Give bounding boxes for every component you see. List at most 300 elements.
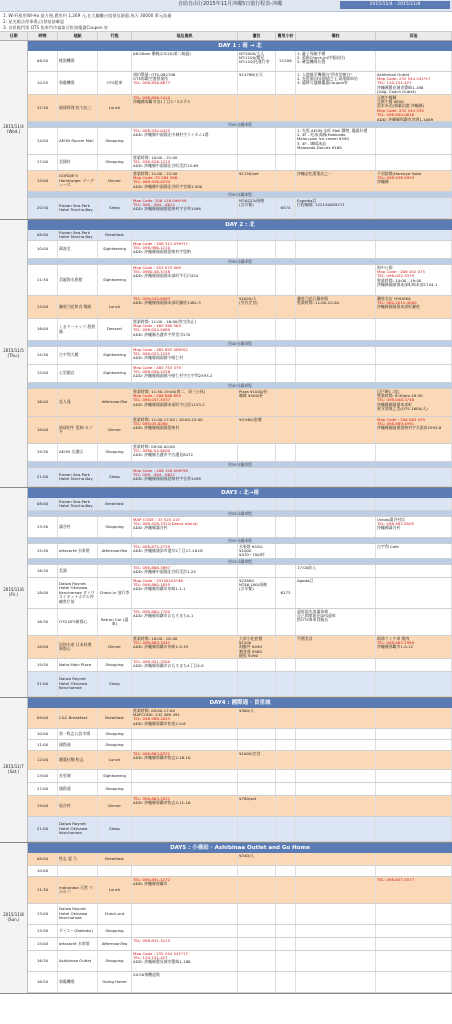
price-cell: [238, 128, 276, 154]
subtotal-cell: [276, 230, 296, 240]
subtotal-cell: [276, 853, 296, 865]
activity-cell: Sightseeing: [98, 241, 132, 258]
note-line: 2. 星光飯店停車場,出發前請確認: [3, 19, 65, 24]
place-cell: 首里城: [58, 770, 98, 782]
column-header: 行程: [98, 32, 132, 40]
price-cell: [238, 609, 276, 635]
activity-cell: Dinner: [98, 171, 132, 191]
note-cell: 1. 入境後至機場內"所有的窗口" 2. 先搭乘OTS接駁巴士,需排隊車站 3. 臨時可選購優惠Coupon券: [296, 72, 376, 94]
address-cell: TEL: 098-831-3215: [132, 938, 238, 950]
note-cell: 瀬底乃花石鍋拌飯 營業時間: 11:00-22:00: [296, 296, 376, 318]
note-cell: [296, 444, 376, 461]
note-cell: [296, 925, 376, 937]
note-line: 1. Wi-Fi租用Wi-Ho 最方便,費用約 1,269 元,在大廳櫃台租借及歸還,每天 30000 單元流量: [3, 13, 172, 18]
day-title: DAY 1 : 南 → 北: [28, 41, 452, 51]
table-row: [28, 565, 452, 578]
table-row: [28, 796, 452, 817]
address-cell: 營業時間: 10:00 - 21:00 TEL: 098-926-1219 ADD: 沖繩縣中頭郡北谷町美浜15-69: [132, 155, 238, 170]
place-cell: Daiwa Roynet Hotel Okinawa Kenchomae ダイワロイネットホテル沖縄県庁前: [58, 578, 98, 608]
time-cell: 15:00: [28, 938, 58, 950]
subtotal-cell: [276, 128, 296, 154]
price-cell: [238, 925, 276, 937]
price-cell: [238, 230, 276, 240]
price-cell: 大眾小吃套餐 ¥1200 海膽丼 ¥490 刺身盛 ¥560 燒魚 ¥490: [238, 636, 276, 658]
address-cell: [132, 783, 238, 795]
activity-cell: Sleep: [98, 817, 132, 841]
extra-cell: 豆腐午餐麵 豆腐午餐 ¥850 黑木米泊(那霸泊港 沖繩縣) Map Code: 232 544 339 TEL: 098-850-0616 ADD: 沖繩縣那覇市泊港1-1069: [376, 95, 452, 121]
time-cell: 13:00: [28, 296, 58, 318]
address-cell: Map Code : 206 312 039*17 TEL: 098-966-1210 ADD: 沖繩縣國頭郡恩納村字恩納: [132, 241, 238, 258]
price-cell: ¥340/人: [238, 853, 276, 865]
address-cell: [132, 672, 238, 696]
note-cell: [296, 770, 376, 782]
activity-cell: Shopping: [98, 740, 132, 750]
table-row: [28, 925, 452, 938]
time-cell: 15:00: [28, 365, 58, 382]
travel-time-row: 約15分鐘車程: [28, 559, 452, 565]
activity-cell: Dinner: [98, 796, 132, 816]
price-cell: [238, 319, 276, 340]
activity-cell: Breakfast: [98, 230, 132, 240]
place-cell: Daiwa Roynet Hotel Okinawa Kenchomae: [58, 672, 98, 696]
price-cell: [238, 498, 276, 510]
subtotal-cell: [276, 636, 296, 658]
subtotal-cell: [276, 708, 296, 728]
notes-block: [0, 12, 452, 32]
subtotal-cell: [276, 751, 296, 769]
price-cell: [238, 783, 276, 795]
note-cell: [296, 544, 376, 558]
price-cell: [238, 877, 276, 903]
activity-cell: Shopping: [98, 951, 132, 971]
price-cell: [238, 155, 276, 170]
time-cell: 10:00: [28, 866, 58, 876]
date-cell: 2015/11/4 (Wed.): [0, 41, 28, 219]
subtotal-cell: [276, 904, 296, 924]
price-cell: ¥1000/定食: [238, 751, 276, 769]
subtotal-cell: [276, 417, 296, 443]
place-cell: oHacorté 水果塔: [58, 938, 98, 950]
note-cell: Expedia訂 行程編號: 122150009271: [296, 198, 376, 218]
place-cell: 萬座毛: [58, 241, 98, 258]
table-row: [28, 265, 452, 296]
time-cell: 16:30: [28, 951, 58, 971]
address-cell: Map Code : 232 544 541*17 TEL: 120-151-427 ADD: 沖繩縣豐見城市豐崎1-188: [132, 951, 238, 971]
note-cell: 1. 先逛 AEON 永旺 Mall 購物, 優惠好禮 2. 4F - 吃冰淇淋(Hokkaido Melon-pan ice cream ¥390 3. 4F - 咖啡冰品 Malasada Donuts ¥160: [296, 128, 376, 154]
price-cell: NT:6225/兩晚 (含早餐): [238, 198, 276, 218]
time-cell: 10:55: [28, 72, 58, 94]
subtotal-cell: [276, 171, 296, 191]
place-cell: oHacorté 水果塔: [58, 544, 98, 558]
subtotal-cell: [276, 770, 296, 782]
address-cell: [132, 866, 238, 876]
table-row: [28, 659, 452, 672]
day-section: [0, 220, 452, 488]
time-cell: 08:00: [28, 853, 58, 865]
address-cell: 營業時間: 11:00 - 16:00(售完為止) Map Code : 485 560 584 TEL: 098-054-0089 ADD: 沖繩縣名護市字伊差川270: [132, 319, 238, 340]
price-cell: [238, 468, 276, 486]
place-cell: 屋台村: [58, 796, 98, 816]
place-cell: Rizzan Sea-Park Hotel Tancha-Bay: [58, 230, 98, 240]
price-cell: [238, 95, 276, 121]
price-cell: NT:5000/大人 NT:1100/嬰兒 NT:120/托運行李: [238, 51, 276, 71]
activity-cell: Shopping: [98, 783, 132, 795]
time-cell: 17:00: [28, 155, 58, 170]
extra-cell: Ashibinaa Outlet Map Code: 232 544 541*17 TEL: 120-151-427 沖繩縣豐見城市豐崎1-188 (Gag. Coach Outlet): [376, 72, 452, 94]
extra-cell: [376, 708, 452, 728]
extra-cell: [376, 198, 452, 218]
day-section: [0, 698, 452, 843]
subtotal-cell: [276, 925, 296, 937]
activity-cell: AfternoonTea: [98, 938, 132, 950]
place-cell: 第一牧志公設市場: [58, 729, 98, 739]
price-cell: [238, 241, 276, 258]
price-cell: [238, 866, 276, 876]
subtotal-cell: [276, 544, 296, 558]
place-cell: OTS DFS新都心: [58, 609, 98, 635]
subtotal-cell: [276, 659, 296, 671]
note-cell: Agoda訂: [296, 578, 376, 608]
time-cell: 16:00: [28, 319, 58, 340]
address-cell: [132, 498, 238, 510]
extra-cell: Uniqlo讀谷村店 TEL: 098-982-8505 沖繩縣讀谷村: [376, 517, 452, 537]
activity-cell: Lunch: [98, 95, 132, 121]
price-cell: [238, 444, 276, 461]
note-line: 3. 各景點門票 OTS 租車門市索取可折扣優惠Coupon 券: [3, 25, 109, 30]
price-cell: [238, 659, 276, 671]
table-row: [28, 877, 452, 904]
price-cell: ¥1150/set: [238, 171, 276, 191]
extra-cell: [376, 365, 452, 382]
activity-cell: Dinner: [98, 417, 132, 443]
extra-cell: [376, 796, 452, 816]
time-cell: 21:00: [28, 672, 58, 696]
time-cell: 18:00: [28, 417, 58, 443]
place-cell: [58, 866, 98, 876]
address-cell: TEL: 098-863-8331 ADD: 沖繩縣那覇市牧志2-16-10: [132, 751, 238, 769]
subtotal-cell: [276, 468, 296, 486]
time-cell: 15:30: [28, 544, 58, 558]
address-cell: TEL: 098-930-0425 ADD: 沖繩縣中頭郡北中城村字ライカム1番: [132, 128, 238, 154]
activity-cell: [98, 866, 132, 876]
page-title: 自助自由行2015年11月沖繩5日遊行程表-沖繩: [178, 1, 283, 7]
activity-cell: Check-out: [98, 904, 132, 924]
time-cell: 19:00: [28, 171, 58, 191]
table-row: [28, 389, 452, 417]
address-cell: TEL: 098-860-7700 ADD: 沖繩縣那覇市おもろまち4-1: [132, 609, 238, 635]
travel-time-row: 約25分鐘車程: [28, 511, 452, 517]
address-cell: 預約單號: OTS-082706 OTS那霸空港營業所 TEL: 098-856-8877: [132, 72, 238, 94]
time-cell: 16:00: [28, 389, 58, 416]
table-row: [28, 51, 452, 72]
place-cell: Rizzan Sea-Park Hotel Tancha-Bay: [58, 198, 98, 218]
table-row: [28, 296, 452, 319]
price-cell: [238, 904, 276, 924]
place-cell: mahoroba 天然 マホロバ: [58, 877, 98, 903]
price-cell: ¥3,980/套餐: [238, 417, 276, 443]
place-cell: 琉球料理 抗大抗三: [58, 95, 98, 121]
extra-cell: 琉球ウミチ串 燒肉 TEL: 098-863-2989 沖繩縣那覇市1-9-12: [376, 636, 452, 658]
extra-cell: 瀬底名店 YOSHIKA TEL: 080-2015-4000 沖繩縣國頭郡本部町瀬底: [376, 296, 452, 318]
subtotal-cell: [276, 796, 296, 816]
extra-cell: [376, 751, 452, 769]
place-cell: 國際通: [58, 783, 98, 795]
note-cell: [296, 417, 376, 443]
extra-cell: [376, 347, 452, 364]
activity-cell: [98, 51, 132, 71]
time-cell: 21:00: [28, 817, 58, 841]
extra-cell: [376, 128, 452, 154]
table-row: [28, 128, 452, 155]
time-cell: 06:50: [28, 51, 58, 71]
time-cell: 13:00: [28, 770, 58, 782]
travel-time-row: 約30分鐘車程: [28, 462, 452, 468]
note-cell: [296, 230, 376, 240]
address-cell: [132, 729, 238, 739]
extra-cell: [376, 938, 452, 950]
activity-cell: Sightseeing: [98, 347, 132, 364]
subtotal-cell: [276, 951, 296, 971]
note-cell: [296, 796, 376, 816]
time-cell: 19:30: [28, 659, 58, 671]
price-cell: ¥15768/五天: [238, 72, 276, 94]
table-row: [28, 783, 452, 796]
place-cell: 花人逢: [58, 389, 98, 416]
address-cell: 營業時間: 18:00 - 02:00 TEL: 098-863-3442 ADD: 沖繩縣那覇市泉崎1-9-19: [132, 636, 238, 658]
table-row: [28, 444, 452, 462]
extra-cell: 辺戸岬(二度) 營業時間: 8:30am-18:30 TEL: 098-048-3748 沖繩縣國頭郡本部町 東支那海之美(OTS-1600/人): [376, 389, 452, 416]
note-cell: [296, 265, 376, 295]
subtotal-cell: [276, 319, 296, 340]
table-row: [28, 544, 452, 559]
extra-cell: [376, 740, 452, 750]
address-cell: [132, 817, 238, 841]
place-cell: 桃園機場: [58, 51, 98, 71]
date-cell: 2015/11/6 (Fri.): [0, 488, 28, 697]
activity-cell: Sleep: [98, 468, 132, 486]
note-cell: [296, 877, 376, 903]
table-row: [28, 468, 452, 487]
table-row: [28, 972, 452, 993]
activity-cell: AfternoonTea: [98, 544, 132, 558]
address-cell: [132, 230, 238, 240]
extra-cell: [376, 853, 452, 865]
price-cell: ¥22800 NT$6,180/兩晚 (含早餐): [238, 578, 276, 608]
note-cell: [296, 938, 376, 950]
address-cell: [132, 740, 238, 750]
note-cell: [296, 347, 376, 364]
date-cell: 2015/11/8 (Sun.): [0, 843, 28, 993]
price-cell: [238, 972, 276, 992]
activity-cell: [98, 565, 132, 577]
address-cell: Map Code : 206 158 096*58 TEL: 098 - 964 - 6611 ADD: 沖繩縣國頭郡恩納村字谷茶1496: [132, 468, 238, 486]
table-row: [28, 853, 452, 866]
subtotal-cell: [276, 938, 296, 950]
table-row: [28, 230, 452, 241]
note-cell: [296, 853, 376, 865]
activity-cell: Lunch: [98, 751, 132, 769]
place-cell: 那霸機場: [58, 72, 98, 94]
place-cell: Ashibinaa Outlet: [58, 951, 98, 971]
table-row: [28, 938, 452, 951]
time-cell: 18:30: [28, 609, 58, 635]
price-cell: [238, 265, 276, 295]
subtotal-cell: [276, 783, 296, 795]
travel-time-row: 約30分鐘車程: [28, 259, 452, 265]
activity-cell: Sightseeing: [98, 365, 132, 382]
time-cell: 14:30: [28, 347, 58, 364]
place-cell: AEON 名護店: [58, 444, 98, 461]
subtotal-cell: [276, 877, 296, 903]
note-cell: [296, 708, 376, 728]
note-cell: [296, 95, 376, 121]
day-section: [0, 41, 452, 220]
subtotal-cell: [276, 265, 296, 295]
time-cell: 13:00: [28, 904, 58, 924]
note-cell: 平價美食: [296, 636, 376, 658]
table-row: [28, 171, 452, 192]
note-cell: [296, 517, 376, 537]
address-cell: 營業時間: 11:30-19:00(周二、周三公休) Map Code : 206 888 699 TEL: 098-047-5537 ADD: 沖繩縣國頭郡本部町字山里1153-2: [132, 389, 238, 416]
time-cell: 19:30: [28, 444, 58, 461]
note-cell: 還車前先加滿油箱 自己開車前往DFS還車 搭OTS專車回飯店: [296, 609, 376, 635]
note-cell: [296, 866, 376, 876]
table-row: [28, 708, 452, 729]
extra-cell: Map Code : 206 063 039 TEL: 098-989-4991 沖繩縣國頭郡恩納村字名嘉真2593-8: [376, 417, 452, 443]
price-cell: [238, 951, 276, 971]
note-cell: [296, 468, 376, 486]
address-cell: 20:50飛機起飛: [132, 972, 238, 992]
column-header: 備註: [296, 32, 376, 40]
address-cell: Map Code : 485 692 086*02 TEL: 098-053-1255 ADD: 沖繩縣國頭郡今帰仁村: [132, 347, 238, 364]
activity-cell: Sleep: [98, 198, 132, 218]
table-row: [28, 636, 452, 659]
address-cell: Map Code : 553 075 409 TEL: 0980-48-3748 ADD: 沖繩縣國頭郡本部町字石川424: [132, 265, 238, 295]
price-cell: ¥1620/人 (另有定食): [238, 296, 276, 318]
extra-cell: 古宇利 Cafe: [376, 544, 452, 558]
subtotal-cell: 6574: [276, 198, 296, 218]
date-cell: 2015/11/5 (Thu.): [0, 220, 28, 487]
time-cell: 16:30: [28, 565, 58, 577]
note-cell: [296, 319, 376, 340]
activity-cell: Shopping: [98, 729, 132, 739]
activity-cell: Shopping: [98, 155, 132, 170]
table-row: [28, 517, 452, 538]
price-cell: 水果塔 ¥520-¥1000 ¥470~700/杯: [238, 544, 276, 558]
address-cell: Map Code : 33156102*46 TEL: 098-860-1855 ADD: 沖繩縣那覇市泉崎1-1-1: [132, 578, 238, 608]
note-cell: 沖繩必吃漢堡店之一: [296, 171, 376, 191]
time-cell: 20:30: [28, 198, 58, 218]
note-cell: 17:00前入: [296, 565, 376, 577]
day-section: [0, 488, 452, 698]
address-cell: [132, 770, 238, 782]
subtotal-cell: [276, 565, 296, 577]
column-header: 價位: [238, 32, 276, 40]
travel-time-row: 約40分鐘車程: [28, 341, 452, 347]
activity-cell: Sleep: [98, 672, 132, 696]
price-cell: [238, 817, 276, 841]
table-row: [28, 72, 452, 95]
extra-cell: [376, 241, 452, 258]
subtotal-cell: 21206: [276, 51, 296, 71]
table-row: [28, 866, 452, 877]
price-cell: Pizza ¥1000/份 咖啡 ¥500/杯: [238, 389, 276, 416]
table-row: [28, 740, 452, 751]
subtotal-cell: [276, 609, 296, 635]
activity-cell: Sightseeing: [98, 770, 132, 782]
place-cell: AEON Rycom Mall: [58, 128, 98, 154]
subtotal-cell: [276, 296, 296, 318]
subtotal-cell: [276, 672, 296, 696]
place-cell: 美國村: [58, 155, 98, 170]
subtotal-cell: [276, 517, 296, 537]
time-cell: 18:50: [28, 972, 58, 992]
subtotal-cell: [276, 241, 296, 258]
price-cell: [238, 347, 276, 364]
table-row: [28, 155, 452, 171]
travel-time-row: 約30分鐘車程: [28, 192, 452, 198]
address-cell: TEL: 098-896-2410 沖繩縣那覇市泊1丁目2ノ2ホテル: [132, 95, 238, 121]
activity-cell: Lunch: [98, 877, 132, 903]
table-row: [28, 241, 452, 259]
activity-cell: Shopping: [98, 925, 132, 937]
extra-cell: [376, 925, 452, 937]
time-cell: 14:00: [28, 128, 58, 154]
price-cell: [238, 672, 276, 696]
extra-cell: [376, 609, 452, 635]
place-cell: 美麗海水族館: [58, 265, 98, 295]
extra-cell: [376, 468, 452, 486]
time-cell: 09:00: [28, 708, 58, 728]
subtotal-cell: [276, 729, 296, 739]
subtotal-cell: [276, 498, 296, 510]
extra-cell: [376, 972, 452, 992]
subtotal-cell: [276, 444, 296, 461]
table-row: [28, 198, 452, 219]
subtotal-cell: [276, 72, 296, 94]
address-cell: TEL: 098-891-1272 ADD: 沖繩縣那覇市: [132, 877, 238, 903]
place-cell: Rizzan Sea-Park Hotel Tancha-Bay: [58, 468, 98, 486]
table-row: [28, 951, 452, 972]
extra-cell: 不須排隊(Hamaya Soba TEL: 098-936-5929 沖繩縣: [376, 171, 452, 191]
address-cell: MAP CODE : 33 525 415 TEL: 098-926-3322(Depot Island) ADD: 沖繩縣讀谷村: [132, 517, 238, 537]
place-cell: 那霸機場: [58, 972, 98, 992]
time-cell: 10:00: [28, 729, 58, 739]
price-cell: ¥360/人: [238, 708, 276, 728]
place-cell: Daiwa Roynet Hotel Okinawa Kenchomae: [58, 817, 98, 841]
extra-cell: TEL: 098-857-5577: [376, 877, 452, 903]
activity-cell: Dessert: [98, 319, 132, 340]
table-row: [28, 319, 452, 341]
activity-cell: Check-in 放行李: [98, 578, 132, 608]
note-cell: [296, 751, 376, 769]
address-cell: 08:50am 樂桃(CI120)第二航廈): [132, 51, 238, 71]
subtotal-cell: [276, 347, 296, 364]
place-cell: 瀬底乃花和食 麵屋: [58, 296, 98, 318]
table-row: [28, 95, 452, 122]
address-cell: [132, 853, 238, 865]
column-header: 地點: [58, 32, 98, 40]
price-cell: [238, 365, 276, 382]
travel-time-row: 約40分鐘車程: [28, 383, 452, 389]
place-cell: 居和水產 日本料理 新都心: [58, 636, 98, 658]
extra-cell: [376, 770, 452, 782]
price-cell: [238, 740, 276, 750]
extra-cell: [376, 230, 452, 240]
address-cell: TEL: 098-868-3697 ADD: 沖繩縣中頭郡北谷町美浜1-25: [132, 565, 238, 577]
place-cell: Rizzan Sea-Park Hotel Tancha-Bay: [58, 498, 98, 510]
place-cell: 美濱: [58, 565, 98, 577]
